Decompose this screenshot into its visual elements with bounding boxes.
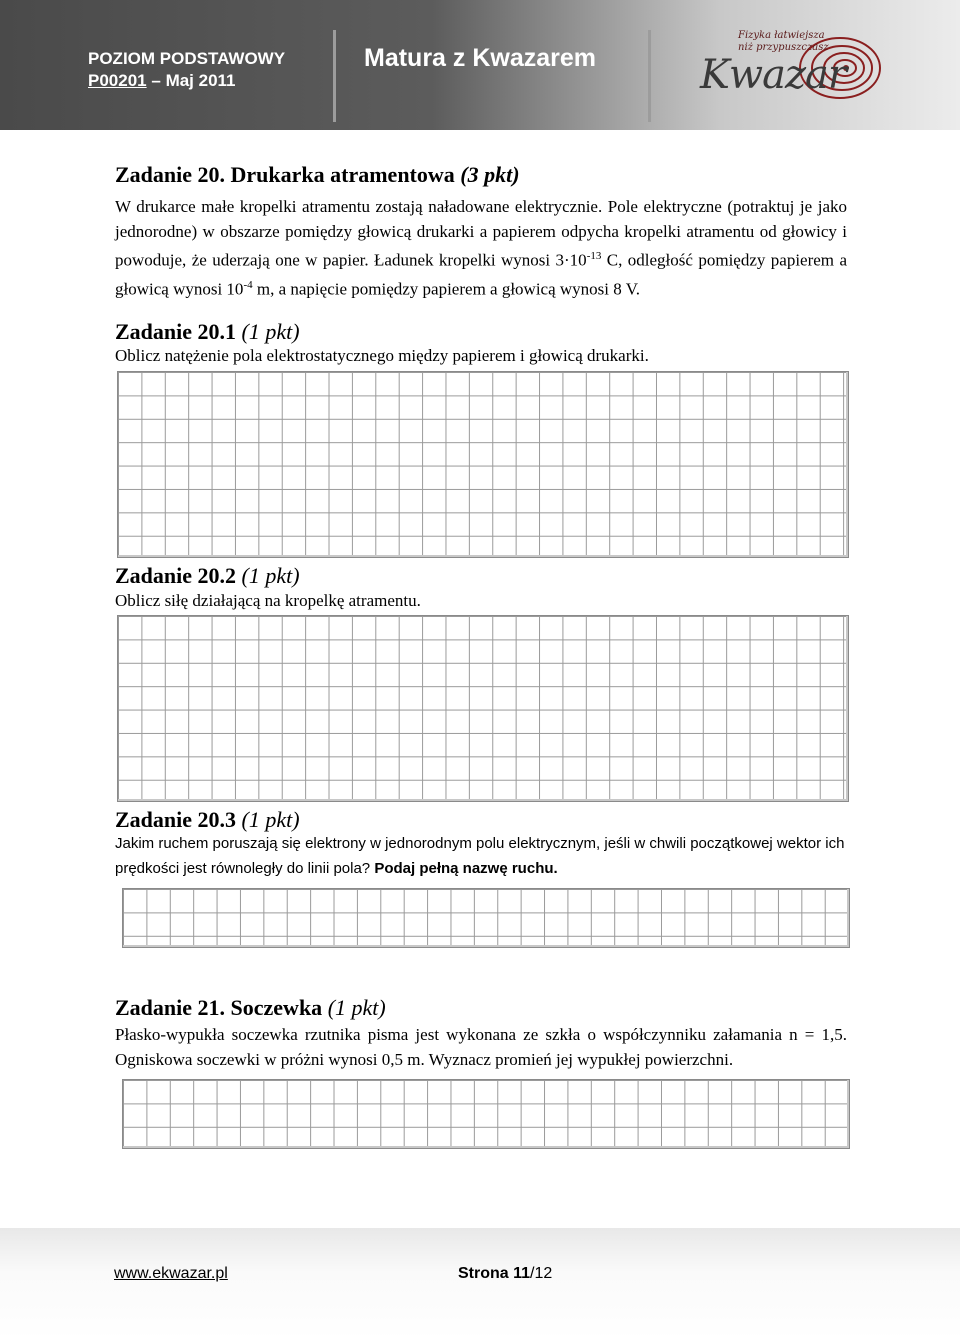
task-20-3-text: Jakim ruchem poruszają się elektrony w jednorodnym polu elektrycznym, jeśli w chwili początkowej wektor ich prędkości jest równoległy do linii pola? [115,835,845,877]
task-20-1-title: Zadanie 20.1 [115,319,237,344]
answer-grid-21[interactable] [122,1079,850,1149]
distance-exponent: -4 [243,278,253,291]
task-20-2-heading [115,563,300,589]
header-divider [648,30,651,122]
logo-slogan-line-2: niż przypuszczasz [738,42,829,53]
task-20-2-title: Zadanie 20.2 [115,563,237,588]
task-21-points: (1 pkt) [327,995,386,1020]
answer-grid-20-1[interactable] [117,371,849,558]
task-20-points: (3 pkt) [460,162,520,187]
answer-grid-20-2[interactable] [117,615,849,802]
answer-grid-20-3[interactable] [122,888,850,948]
logo-slogan [738,30,829,54]
exam-info [88,48,285,92]
exam-code-date [88,70,285,92]
task-20-text-1: W drukarce małe kropelki atramentu zostają naładowane elektrycznie. Pole elektryczne (potraktuj je jako jednorodne) w obszarze pomiędzy głowicą drukarki a papierem odpycha kropelki atramentu od głowicy i powoduje, że uderzają one w papier. Ładunek kropelki wynosi 3·10 [115,197,847,270]
kwazar-logo [660,20,950,115]
task-20-title: Zadanie 20. Drukarka atramentowa [115,162,455,187]
task-20-3-heading [115,807,300,833]
logo-name: Kwazar [700,52,847,98]
task-21-heading [115,995,386,1021]
task-20-heading [115,162,520,188]
task-20-3-points: (1 pkt) [241,807,300,832]
page-label: Strona [458,1265,509,1282]
page-number [458,1265,552,1283]
exam-code: P00201 [88,71,147,90]
task-20-1-question: Oblicz natężenie pola elektrostatycznego między papierem i głowicą drukarki. [115,346,649,365]
task-20-2-question: Oblicz siłę działającą na kropelkę atramentu. [115,591,421,610]
header-title: Matura z Kwazarem [364,44,597,72]
task-20-text-2: C, odległość pomiędzy papierem a głowicą wynosi 10 [115,250,847,299]
page-footer [0,1228,960,1340]
task-20-text-3: m, a napięcie pomiędzy papierem a głowicą wynosi 8 V. [252,279,641,299]
task-20-1-heading [115,319,300,345]
task-20-description [115,194,847,301]
dash: – [151,71,161,90]
charge-exponent: -13 [586,250,602,262]
page-current: 11 [513,1265,531,1282]
header-divider [333,30,336,122]
task-21-title: Zadanie 21. Soczewka [115,995,323,1020]
task-20-2-points: (1 pkt) [241,563,300,588]
exam-level: POZIOM PODSTAWOWY [88,49,286,68]
task-20-3-question [115,831,847,881]
exam-date: Maj 2011 [165,71,236,90]
task-20-3-title: Zadanie 20.3 [115,807,237,832]
task-21-question: Płasko-wypukła soczewka rzutnika pisma jest wykonana ze szkła o współczynniku załamania n = 1,5. Ogniskowa soczewki w próżni wynosi 0,5 m. Wyznacz promień jej wypukłej powierzchni. [115,1025,847,1069]
page-total: /12 [530,1265,553,1282]
page-header [0,0,960,130]
logo-slogan-line-1: Fizyka łatwiejsza [738,30,825,41]
website-link[interactable]: www.ekwazar.pl [114,1265,228,1282]
task-20-3-emphasis: Podaj pełną nazwę ruchu. [374,860,558,877]
task-20-1-points: (1 pkt) [241,319,300,344]
